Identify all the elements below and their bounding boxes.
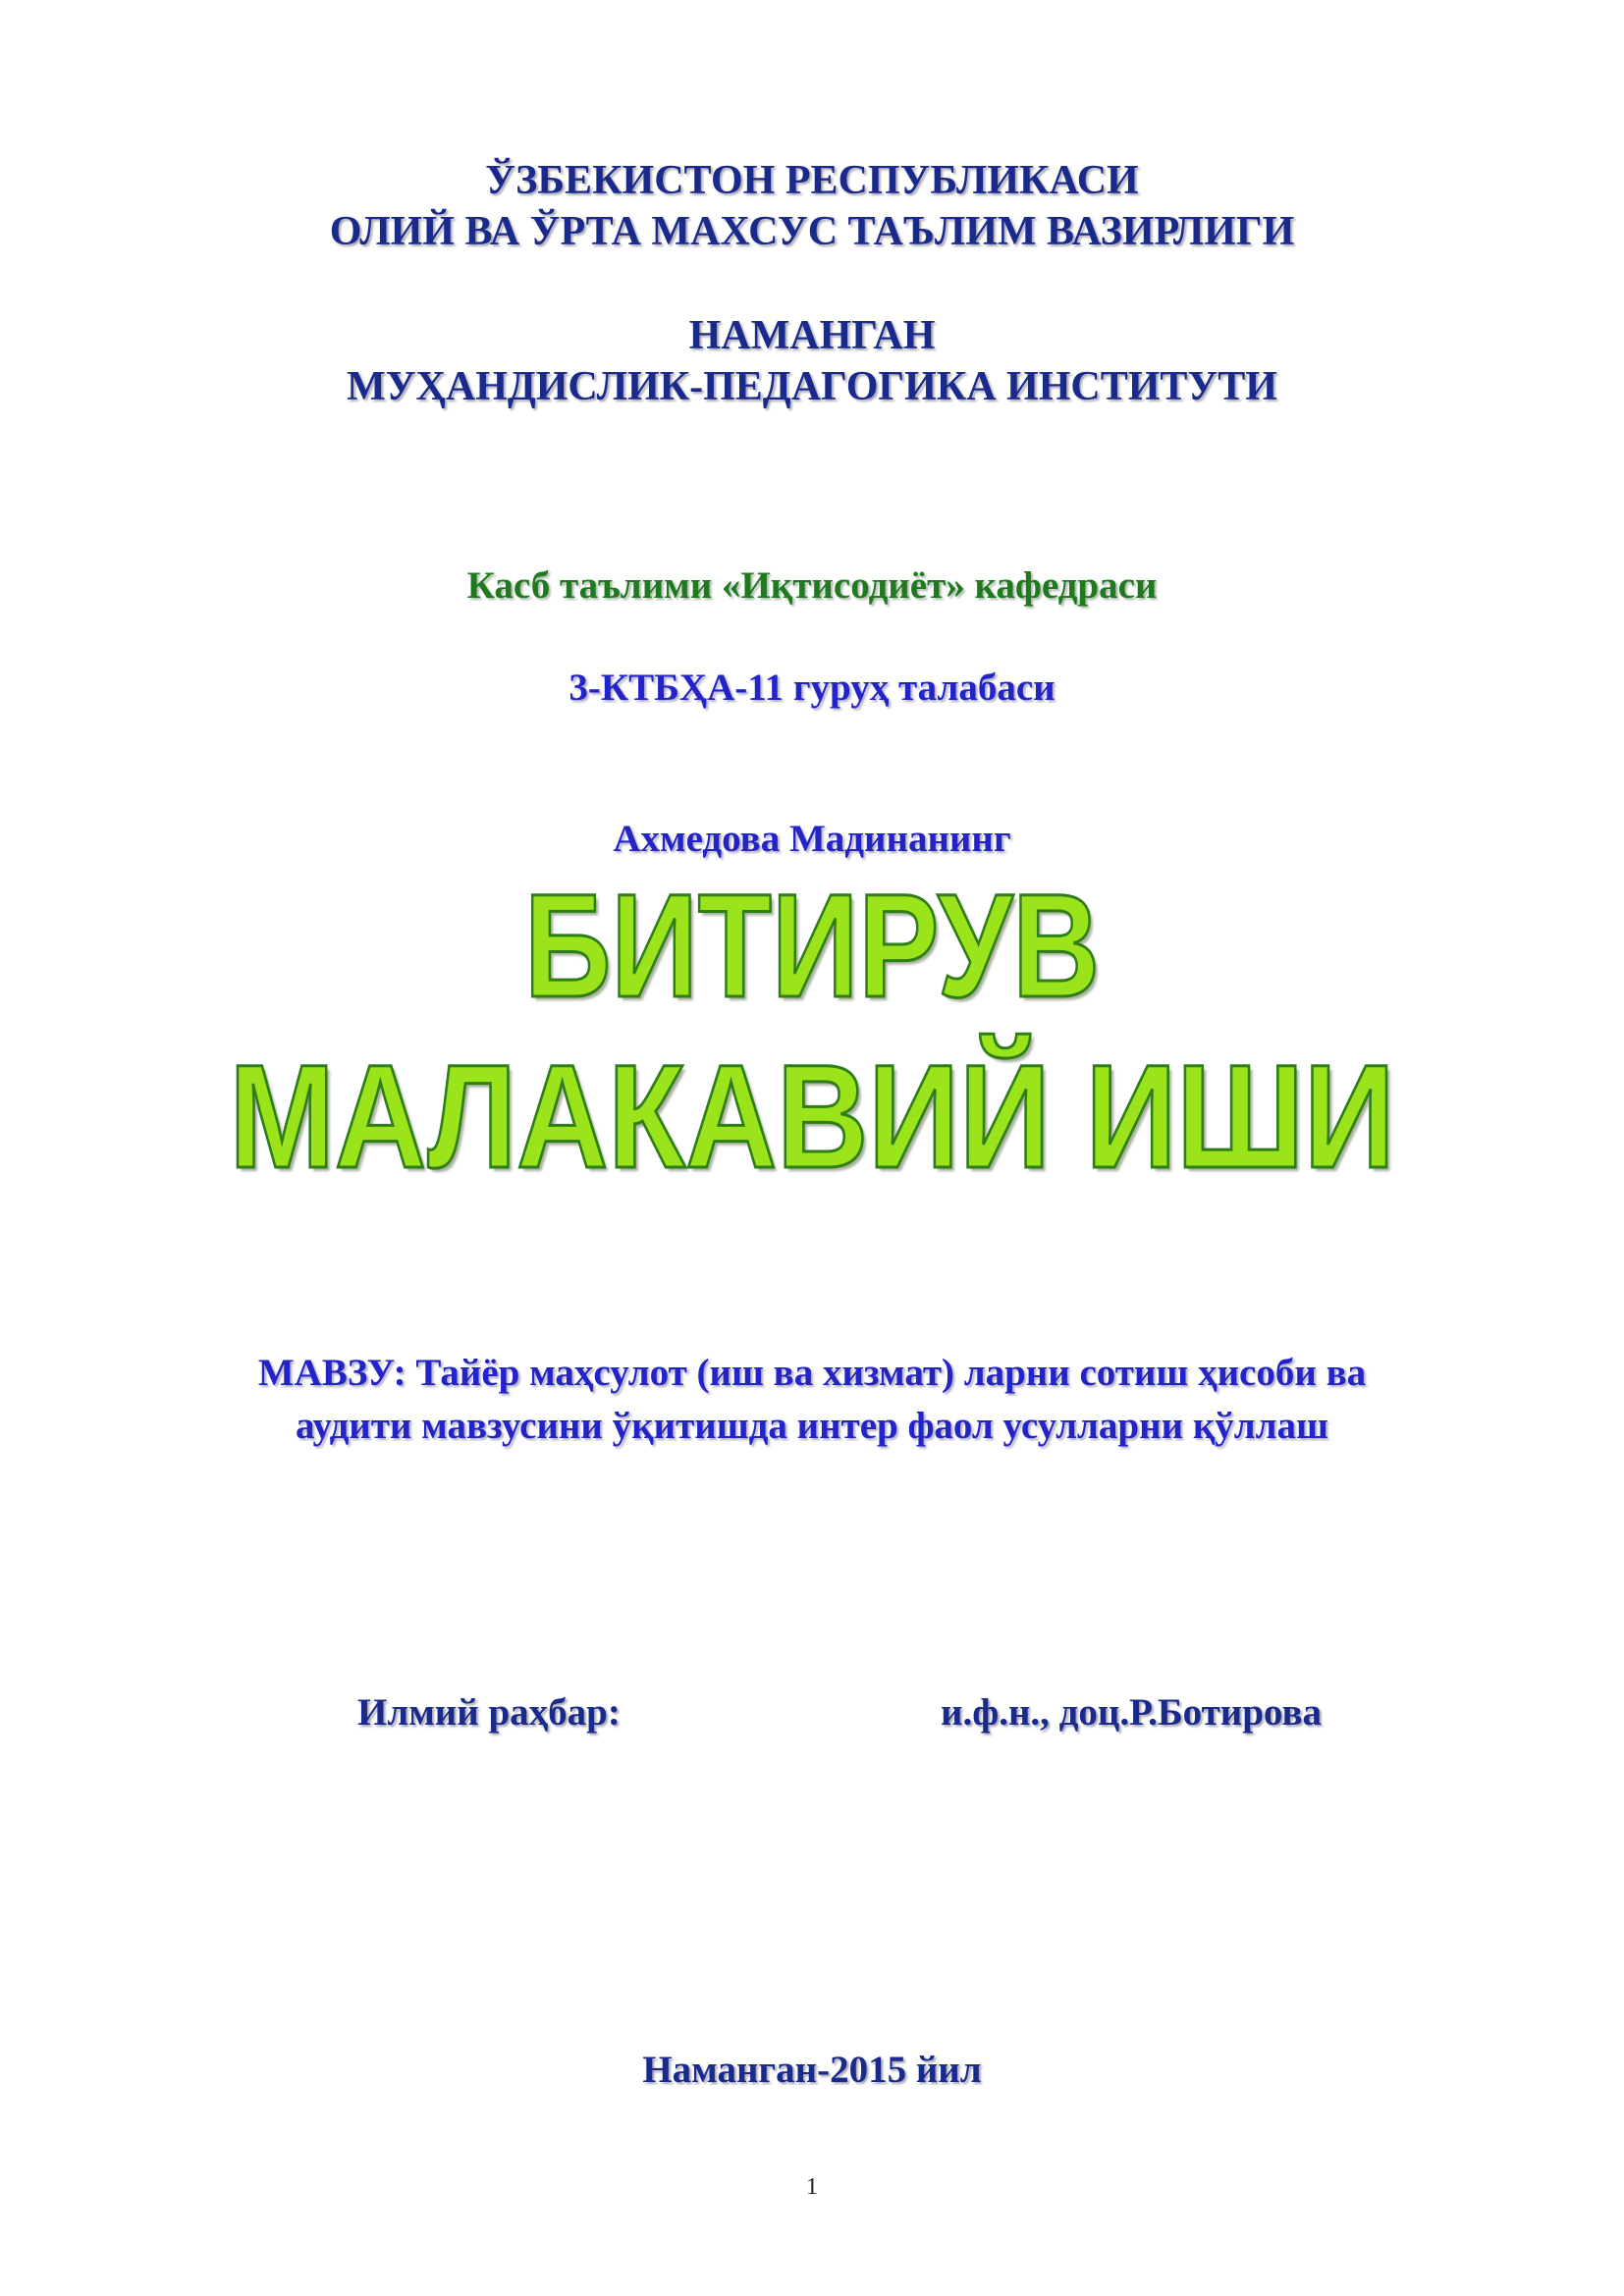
advisor-name: и.ф.н., доц.Р.Ботирова (941, 1691, 1323, 1734)
advisor-label: Илмий раҳбар: (357, 1691, 621, 1734)
topic-line-2: аудити мавзусини ўқитишда интер фаол усулларни қўллаш (296, 1405, 1328, 1447)
place-year-footer: Наманган-2015 йил (642, 2049, 982, 2091)
student-group: 3-КТБҲА-11 гуруҳ талабаси (568, 667, 1056, 709)
page-number: 1 (806, 2174, 818, 2200)
country-heading: ЎЗБЕКИСТОН РЕСПУБЛИКАСИ (485, 158, 1139, 203)
ministry-heading: ОЛИЙ ВА ЎРТА МАХСУС ТАЪЛИМ ВАЗИРЛИГИ (329, 209, 1295, 254)
student-name: Ахмедова Мадинанинг (613, 818, 1011, 860)
topic-line-1: МАВЗУ: Тайёр маҳсулот (иш ва хизмат) ларни сотиш ҳисоби ва (257, 1352, 1367, 1394)
title-line-1: БИТИРУВ (523, 863, 1101, 1028)
title-line-2: МАЛАКАВИЙ ИШИ (229, 1034, 1395, 1199)
department-name: Касб таълими «Иқтисодиёт» кафедраси (466, 564, 1158, 607)
city-heading: НАМАНГАН (688, 313, 936, 358)
institute-heading: МУҲАНДИСЛИК-ПЕДАГОГИКА ИНСТИТУТИ (347, 364, 1277, 409)
